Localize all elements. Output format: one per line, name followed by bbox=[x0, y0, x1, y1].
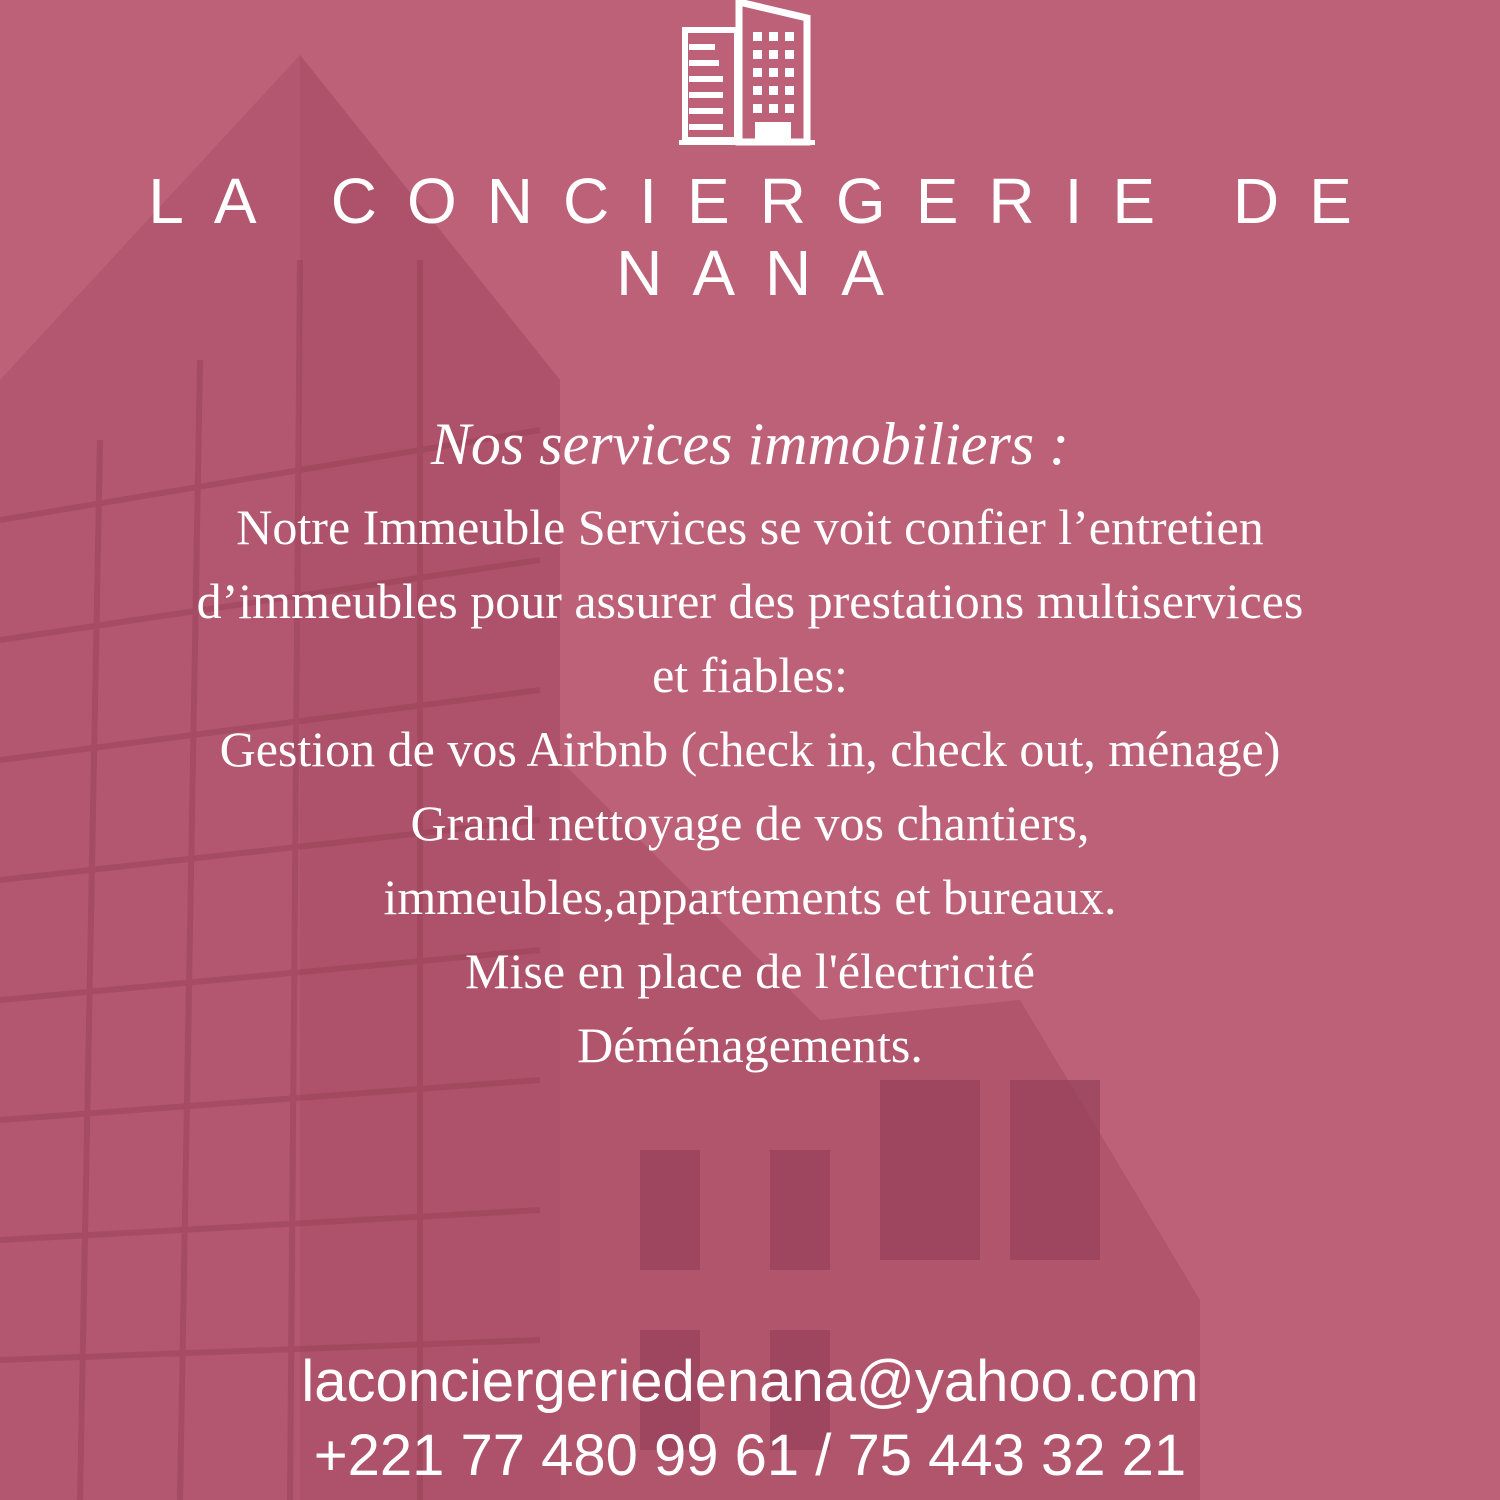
services-line: Gestion de vos Airbnb (check in, check out, ménage) bbox=[219, 721, 1281, 777]
contact-phone: +221 77 480 99 61 / 75 443 32 21 bbox=[313, 1423, 1187, 1488]
building-icon bbox=[675, 0, 820, 150]
contact-email: laconciergeriedenana@yahoo.com bbox=[301, 1349, 1199, 1414]
services-line: immeubles,appartements et bureaux. bbox=[383, 869, 1117, 925]
brand-name: LA CONCIERGERIE DE NANA bbox=[148, 165, 1382, 309]
services-title: Nos services immobiliers : bbox=[430, 411, 1070, 477]
services-line: Déménagements. bbox=[577, 1017, 923, 1073]
services-line: Mise en place de l'électricité bbox=[465, 943, 1035, 999]
services-line: d’immeubles pour assurer des prestations multiservices bbox=[196, 573, 1304, 629]
services-line: Notre Immeuble Services se voit confier l’entretien bbox=[236, 499, 1264, 555]
contact-block bbox=[0, 1345, 1500, 1493]
services-line: Grand nettoyage de vos chantiers, bbox=[410, 795, 1090, 851]
services-line: et fiables: bbox=[652, 647, 848, 703]
services-list bbox=[40, 490, 1460, 1082]
